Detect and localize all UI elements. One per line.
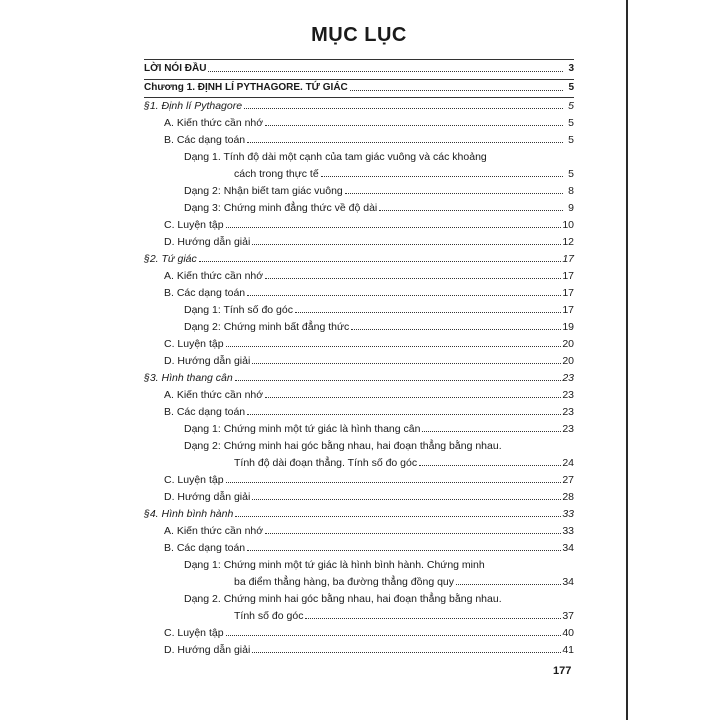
toc-entry-page: 23: [562, 423, 574, 435]
toc-entry-text: A. Kiến thức cần nhớ: [164, 117, 264, 129]
toc-entry-text: cách trong thực tế: [234, 168, 319, 180]
toc-entry-text: D. Hướng dẫn giải: [164, 236, 251, 248]
toc-entry-text: B. Các dạng toán: [164, 406, 246, 418]
toc-entry-text: Chương 1. ĐỊNH LÍ PYTHAGORE. TỨ GIÁC: [144, 82, 348, 93]
toc-entry: [144, 115, 574, 129]
toc-entry: [144, 387, 574, 401]
toc-entry: [144, 608, 574, 622]
toc-entry-page: 27: [562, 474, 574, 486]
table-of-contents: [144, 0, 574, 720]
dot-leader: [226, 481, 562, 483]
toc-entry: [144, 455, 574, 469]
toc-entry: [144, 591, 574, 605]
toc-entry-page: 12: [562, 236, 574, 248]
dot-leader: [252, 651, 561, 653]
toc-entry: [144, 370, 574, 384]
toc-entry: [144, 625, 574, 639]
toc-entry-page: 5: [568, 117, 574, 129]
toc-entry-text: C. Luyện tập: [164, 627, 224, 639]
toc-entry: [144, 404, 574, 418]
toc-entry-text: LỜI NÓI ĐẦU: [144, 63, 207, 74]
toc-entry: [144, 642, 574, 656]
dot-leader: [345, 192, 563, 194]
toc-entry: [144, 302, 574, 316]
dot-leader: [252, 362, 561, 364]
dot-leader: [226, 226, 562, 228]
dot-leader: [419, 464, 561, 466]
toc-entry-text: Dạng 1: Chứng minh một tứ giác là hình bình hành. Chứng minh: [184, 559, 485, 571]
dot-leader: [252, 498, 561, 500]
toc-entry-text: Dạng 1: Chứng minh một tứ giác là hình thang cân: [184, 423, 421, 435]
dot-leader: [244, 107, 563, 109]
toc-entry-text: Dạng 1: Tính số đo góc: [184, 304, 293, 316]
dot-leader: [265, 532, 561, 534]
toc-entry-page: 20: [562, 338, 574, 350]
divider: [144, 59, 574, 60]
toc-entry: [144, 251, 574, 265]
toc-entry-text: D. Hướng dẫn giải: [164, 644, 251, 656]
toc-entry: [144, 200, 574, 214]
toc-entry-page: 28: [562, 491, 574, 503]
toc-entry-page: 41: [562, 644, 574, 656]
toc-entry-text: C. Luyện tập: [164, 474, 224, 486]
dot-leader: [265, 396, 561, 398]
dot-leader: [265, 124, 563, 126]
dot-leader: [265, 277, 561, 279]
toc-entry-page: 20: [562, 355, 574, 367]
dot-leader: [422, 430, 561, 432]
dot-leader: [321, 175, 563, 177]
toc-entry-page: 34: [562, 576, 574, 588]
toc-entry: [144, 574, 574, 588]
toc-entry: [144, 319, 574, 333]
dot-leader: [305, 617, 561, 619]
toc-entry: [144, 438, 574, 452]
toc-entry: [144, 489, 574, 503]
toc-entry-text: §2. Tứ giác: [144, 253, 197, 265]
toc-entry-page: 40: [562, 627, 574, 639]
toc-entry-page: 17: [562, 270, 574, 282]
dot-leader: [226, 345, 562, 347]
toc-entry-text: C. Luyện tập: [164, 219, 224, 231]
toc-entry-text: §4. Hình bình hành: [144, 508, 234, 520]
toc-entry-text: Dạng 2: Nhận biết tam giác vuông: [184, 185, 343, 197]
toc-entry: [144, 80, 574, 94]
toc-entry: [144, 132, 574, 146]
toc-entry-page: 5: [568, 134, 574, 146]
dot-leader: [350, 89, 563, 91]
toc-entry-page: 19: [562, 321, 574, 333]
toc-entry-text: Dạng 1. Tính độ dài một cạnh của tam giác vuông và các khoảng: [184, 151, 487, 163]
toc-entry-page: 33: [562, 508, 574, 520]
toc-entry-text: B. Các dạng toán: [164, 287, 246, 299]
toc-entry-text: ba điểm thẳng hàng, ba đường thẳng đồng quy: [234, 576, 455, 588]
toc-entry-text: D. Hướng dẫn giải: [164, 355, 251, 367]
toc-entry: [144, 268, 574, 282]
toc-entry-page: 37: [562, 610, 574, 622]
toc-entry: [144, 421, 574, 435]
toc-entry-text: §3. Hình thang cân: [144, 372, 233, 384]
page-number: 177: [553, 665, 572, 677]
page-edge-line: [626, 0, 628, 720]
toc-entry-text: A. Kiến thức cần nhớ: [164, 270, 264, 282]
toc-entry-text: Dạng 2: Chứng minh bất đẳng thức: [184, 321, 350, 333]
toc-entry-text: B. Các dạng toán: [164, 134, 246, 146]
dot-leader: [199, 260, 562, 262]
toc-entry: [144, 166, 574, 180]
dot-leader: [379, 209, 563, 211]
toc-entry: [144, 217, 574, 231]
toc-entry: [144, 353, 574, 367]
toc-entry-page: 34: [562, 542, 574, 554]
toc-entry-text: Dạng 2: Chứng minh hai góc bằng nhau, hai đoạn thẳng bằng nhau.: [184, 440, 502, 452]
toc-entry: [144, 540, 574, 554]
toc-entry-text: Dạng 2. Chứng minh hai góc bằng nhau, hai đoạn thẳng bằng nhau.: [184, 593, 502, 605]
toc-entry-page: 5: [568, 82, 574, 93]
dot-leader: [252, 243, 561, 245]
toc-entry-page: 17: [562, 304, 574, 316]
dot-leader: [247, 294, 561, 296]
toc-entry-text: C. Luyện tập: [164, 338, 224, 350]
toc-entry-text: Tính số đo góc: [234, 610, 304, 622]
toc-entry: [144, 234, 574, 248]
toc-entry: [144, 149, 574, 163]
dot-leader: [456, 583, 561, 585]
toc-entry-page: 3: [568, 63, 574, 74]
toc-entry: [144, 183, 574, 197]
dot-leader: [235, 515, 561, 517]
toc-entry-text: §1. Định lí Pythagore: [144, 100, 243, 112]
toc-entry-page: 10: [562, 219, 574, 231]
toc-entry-text: A. Kiến thức cần nhớ: [164, 525, 264, 537]
toc-entry-page: 17: [562, 287, 574, 299]
toc-entry: [144, 98, 574, 112]
toc-entry: [144, 557, 574, 571]
toc-entry-page: 23: [562, 389, 574, 401]
toc-entry-text: Dạng 3: Chứng minh đẳng thức về độ dài: [184, 202, 378, 214]
toc-entry-page: 17: [562, 253, 574, 265]
toc-entry-page: 23: [562, 406, 574, 418]
dot-leader: [235, 379, 562, 381]
dot-leader: [247, 549, 561, 551]
toc-entry-page: 23: [562, 372, 574, 384]
toc-entry-page: 5: [568, 100, 574, 112]
toc-entry-page: 33: [562, 525, 574, 537]
dot-leader: [295, 311, 561, 313]
toc-entry: [144, 472, 574, 486]
toc-entry-page: 8: [568, 185, 574, 197]
toc-entry-page: 24: [562, 457, 574, 469]
dot-leader: [226, 634, 562, 636]
toc-entry-text: D. Hướng dẫn giải: [164, 491, 251, 503]
toc-entry-text: Tính độ dài đoạn thẳng. Tính số đo góc: [234, 457, 418, 469]
toc-entry: [144, 506, 574, 520]
dot-leader: [208, 70, 563, 72]
toc-entry-page: 5: [568, 168, 574, 180]
dot-leader: [351, 328, 561, 330]
toc-entry-text: A. Kiến thức cần nhớ: [164, 389, 264, 401]
toc-entry: [144, 61, 574, 75]
dot-leader: [247, 413, 561, 415]
toc-entry: [144, 336, 574, 350]
toc-entry-page: 9: [568, 202, 574, 214]
toc-entry: [144, 523, 574, 537]
dot-leader: [247, 141, 563, 143]
page-title: MỤC LỤC: [311, 24, 407, 46]
toc-entry-text: B. Các dạng toán: [164, 542, 246, 554]
toc-entry: [144, 285, 574, 299]
